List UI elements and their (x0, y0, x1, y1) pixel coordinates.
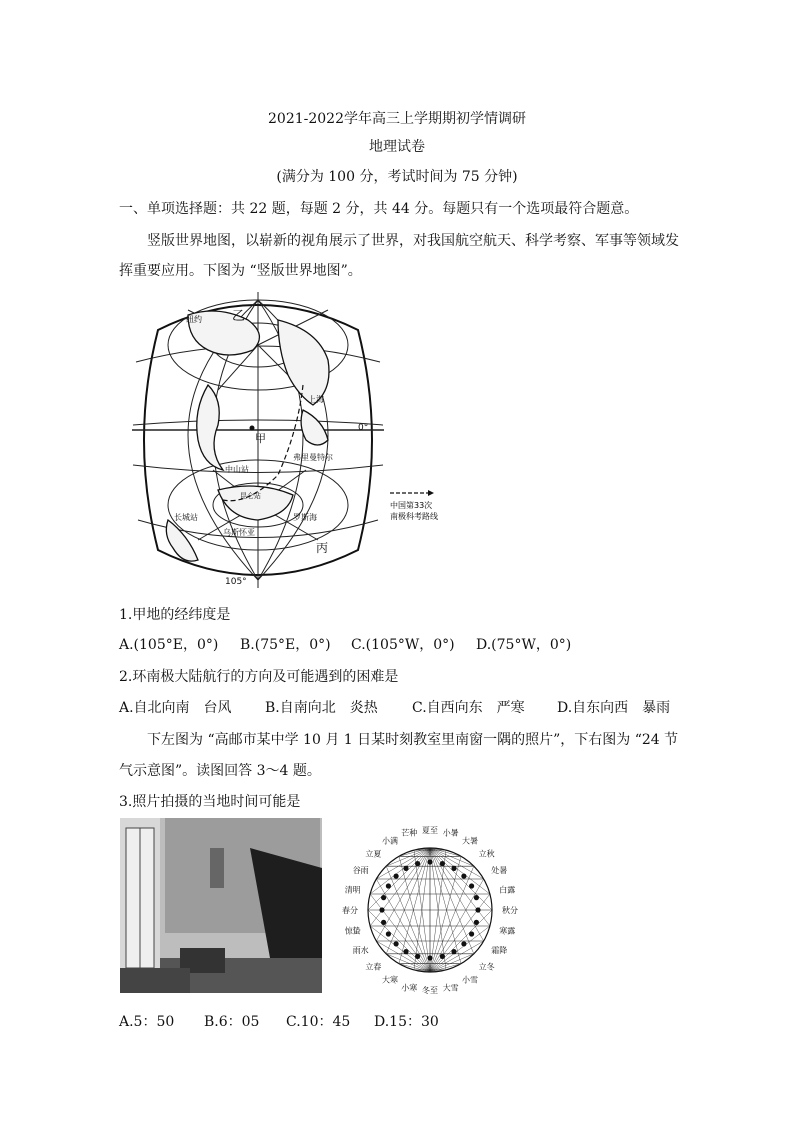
solar-term-dot (386, 883, 391, 888)
exam-note: (满分为 100 分，考试时间为 75 分钟) (276, 169, 518, 185)
q3-option-d: D.15：30 (374, 1014, 439, 1030)
solar-term-ray (399, 856, 430, 972)
label-yi: 乙 (232, 309, 246, 324)
legend-line-1: 中国第33次 (390, 501, 433, 510)
solar-term-label: 大寒 (382, 975, 398, 985)
solar-term-dot (469, 883, 474, 888)
solar-term-ray (399, 848, 430, 964)
solar-term-label: 惊蛰 (344, 926, 361, 936)
label-bing: 丙 (316, 541, 329, 555)
exam-title: 2021-2022学年高三上学期期初学情调研 (268, 111, 526, 127)
solar-term-dot (415, 861, 420, 866)
solar-term-dot (451, 866, 456, 871)
q2-option-c: C.自西向东 严寒 (412, 700, 525, 716)
intro-line-1: 竖版世界地图，以崭新的视角展示了世界，对我国航空航天、科学考察、军事等领域发 (147, 233, 679, 249)
solar-term-label: 小雪 (462, 975, 478, 985)
solar-term-dot (394, 874, 399, 879)
solar-term-label: 处暑 (491, 866, 508, 875)
solar-term-label: 立秋 (478, 849, 495, 859)
solar-term-dot (469, 931, 474, 936)
solar-term-ray (386, 848, 430, 954)
solar-term-ray (376, 941, 430, 972)
solar-term-ray (376, 848, 430, 941)
label-changcheng: 长城站 (174, 513, 198, 522)
solar-term-dot (381, 895, 386, 900)
label-jia: 甲 (255, 432, 266, 445)
label-105deg: 105° (225, 577, 247, 587)
point-jia (250, 426, 255, 431)
solar-term-dot (461, 941, 466, 946)
q2-option-b: B.自南向北 炎热 (265, 700, 378, 716)
exam-subject: 地理试卷 (369, 139, 425, 155)
classroom-photo (120, 818, 322, 993)
label-zhongshan: 中山站 (225, 465, 249, 474)
vertical-world-map (128, 290, 448, 590)
solar-term-dot (415, 954, 420, 959)
solar-term-label: 霜降 (491, 946, 508, 955)
solar-term-label: 雨水 (352, 946, 369, 955)
q1-option-d: D.(75°W，0°) (476, 637, 572, 653)
solar-term-dot (440, 954, 445, 959)
solar-term-dot (394, 941, 399, 946)
solar-term-ray (376, 879, 430, 972)
solar-term-label: 小满 (382, 836, 398, 846)
label-ushuaia: 乌斯怀亚 (223, 528, 255, 537)
solar-term-label: 小暑 (442, 828, 459, 838)
solar-term-ray (430, 848, 474, 954)
solar-term-ray (430, 866, 474, 972)
solar-term-label: 寒露 (499, 926, 516, 936)
solar-term-dot (451, 949, 456, 954)
solar-term-label: 清明 (344, 885, 361, 895)
label-rossea: 罗斯海 (293, 513, 317, 522)
q2-stem: 2.环南极大陆航行的方向及可能遇到的困难是 (119, 669, 399, 685)
solar-term-ray (430, 848, 484, 941)
solar-term-label: 春分 (342, 906, 358, 915)
label-kunlun: 昆仑站 (240, 492, 261, 500)
q1-option-b: B.(75°E，0°) (240, 637, 331, 653)
solar-term-label: 立春 (365, 962, 382, 972)
solar-term-label: 立冬 (478, 962, 495, 972)
label-niuyue: 纽约 (186, 315, 202, 324)
intro2-line-1: 下左图为 “高邮市某中学 10 月 1 日某时刻教室里南窗一隅的照片”，下右图为 “24 节 (147, 732, 679, 748)
solar-term-label: 大雪 (442, 983, 459, 993)
solar-term-label: 谷雨 (352, 866, 369, 875)
intro2-line-2: 气示意图”。读图回答 3～4 题。 (119, 763, 321, 779)
intro-line-2: 挥重要应用。下图为 “竖版世界地图”。 (119, 263, 362, 279)
solar-term-ray (430, 848, 461, 964)
solar-term-label: 小寒 (401, 983, 418, 993)
solar-term-label: 秋分 (502, 906, 518, 915)
q3-option-b: B.6：05 (204, 1014, 260, 1030)
solar-terms-diagram (335, 818, 525, 1003)
solar-term-label: 冬至 (422, 986, 438, 995)
solar-term-label: 芒种 (401, 828, 418, 838)
solar-term-ray (430, 879, 484, 972)
map-legend (390, 490, 438, 521)
solar-term-dot (427, 955, 432, 960)
solar-term-label: 白露 (499, 885, 516, 895)
label-fremantle: 弗里曼特尔 (293, 453, 333, 462)
solar-term-dot (461, 874, 466, 879)
q1-option-a: A.(105°E，0°) (119, 637, 219, 653)
q2-option-a: A.自北向南 台风 (119, 700, 232, 716)
q3-option-a: A.5：50 (119, 1014, 175, 1030)
q1-option-c: C.(105°W，0°) (351, 637, 455, 653)
solar-term-ray (430, 848, 484, 879)
solar-term-dot (474, 920, 479, 925)
solar-term-dot (386, 931, 391, 936)
solar-term-label: 夏至 (422, 826, 438, 835)
label-shanghai: 上海 (308, 395, 324, 404)
q3-stem: 3.照片拍摄的当地时间可能是 (119, 794, 301, 810)
section-heading: 一、单项选择题：共 22 题，每题 2 分，共 44 分。每题只有一个选项最符合题意。 (119, 201, 639, 217)
solar-term-dot (379, 907, 384, 912)
solar-term-dot (440, 861, 445, 866)
solar-term-ray (430, 856, 461, 972)
solar-term-dot (427, 859, 432, 864)
q3-option-c: C.10：45 (286, 1014, 351, 1030)
legend-line-2: 南极科考路线 (390, 512, 438, 521)
q1-stem: 1.甲地的经纬度是 (119, 607, 231, 623)
solar-term-label: 立夏 (365, 849, 382, 859)
solar-term-label: 大暑 (462, 836, 478, 846)
solar-term-dot (475, 907, 480, 912)
solar-term-dot (381, 920, 386, 925)
solar-term-ray (376, 848, 430, 879)
solar-term-dot (403, 949, 408, 954)
solar-term-dot (403, 866, 408, 871)
q2-option-d: D.自东向西 暴雨 (557, 700, 671, 716)
label-0deg: 0° (358, 423, 369, 433)
solar-term-ray (430, 941, 484, 972)
solar-term-ray (386, 866, 430, 972)
solar-term-dot (474, 895, 479, 900)
